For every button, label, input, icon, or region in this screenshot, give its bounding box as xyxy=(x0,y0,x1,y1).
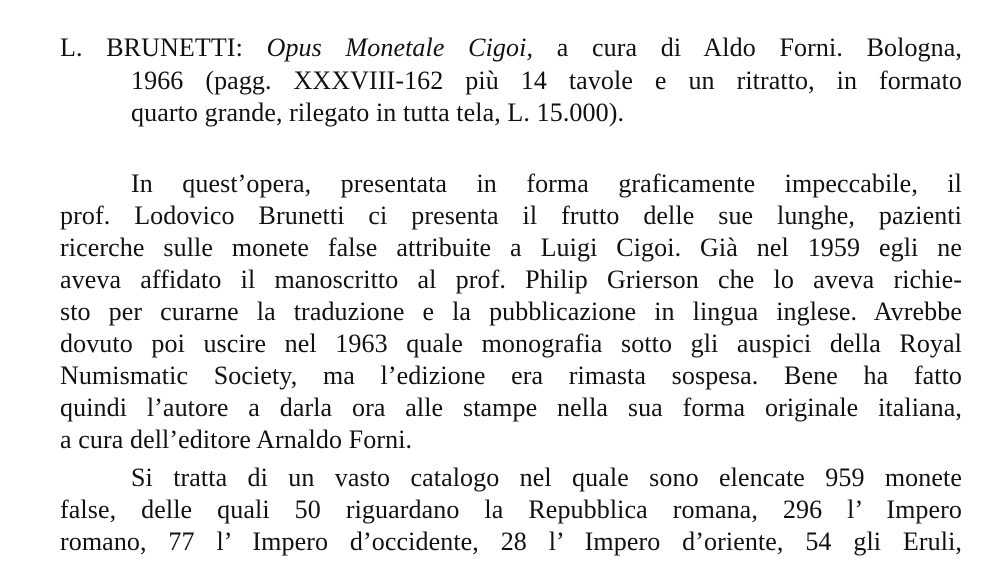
paragraph-line: a cura dell’editore Arnaldo Forni. xyxy=(60,425,413,454)
paragraph-line: In quest’opera, presentata in forma graficamente impeccabile, il xyxy=(131,169,962,198)
paragraph-line: aveva affidato il manoscritto al prof. Philip Grierson che lo aveva richie- xyxy=(60,265,962,294)
paragraph-line: ricerche sulle monete false attribuite a Luigi Cigoi. Già nel 1959 egli ne xyxy=(60,233,962,262)
paragraph-line: sto per curarne la traduzione e la pubblicazione in lingua inglese. Avrebbe xyxy=(60,297,962,326)
header-line-1-rest: a cura di Aldo Forni. Bologna, xyxy=(556,33,962,62)
header-line-1 xyxy=(60,33,962,63)
paragraph-line: Numismatic Society, ma l’edizione era rimasta sospesa. Bene ha fatto xyxy=(60,361,962,390)
header-line-3: quarto grande, rilegato in tutta tela, L. 15.000). xyxy=(131,98,625,127)
paragraph-line: romano, 77 l’ Impero d’occidente, 28 l’ Impero d’oriente, 54 gli Eruli, xyxy=(60,527,962,556)
book-title: Opus Monetale Cigoi, xyxy=(266,33,534,62)
paragraph-line: dovuto poi uscire nel 1963 quale monografia sotto gli auspici della Royal xyxy=(60,329,962,358)
paragraph-line: quindi l’autore a darla ora alle stampe nella sua forma originale italiana, xyxy=(60,393,962,422)
paragraph-line: false, delle quali 50 riguardano la Repubblica romana, 296 l’ Impero xyxy=(60,495,962,524)
paragraph-line: Si tratta di un vasto catalogo nel quale sono elencate 959 monete xyxy=(131,463,962,492)
author-name: L. BRUNETTI: xyxy=(60,33,243,62)
paragraph-line: prof. Lodovico Brunetti ci presenta il frutto delle sue lunghe, pazienti xyxy=(60,201,962,230)
header-line-2: 1966 (pagg. XXXVIII-162 più 14 tavole e un ritratto, in formato xyxy=(131,66,962,95)
